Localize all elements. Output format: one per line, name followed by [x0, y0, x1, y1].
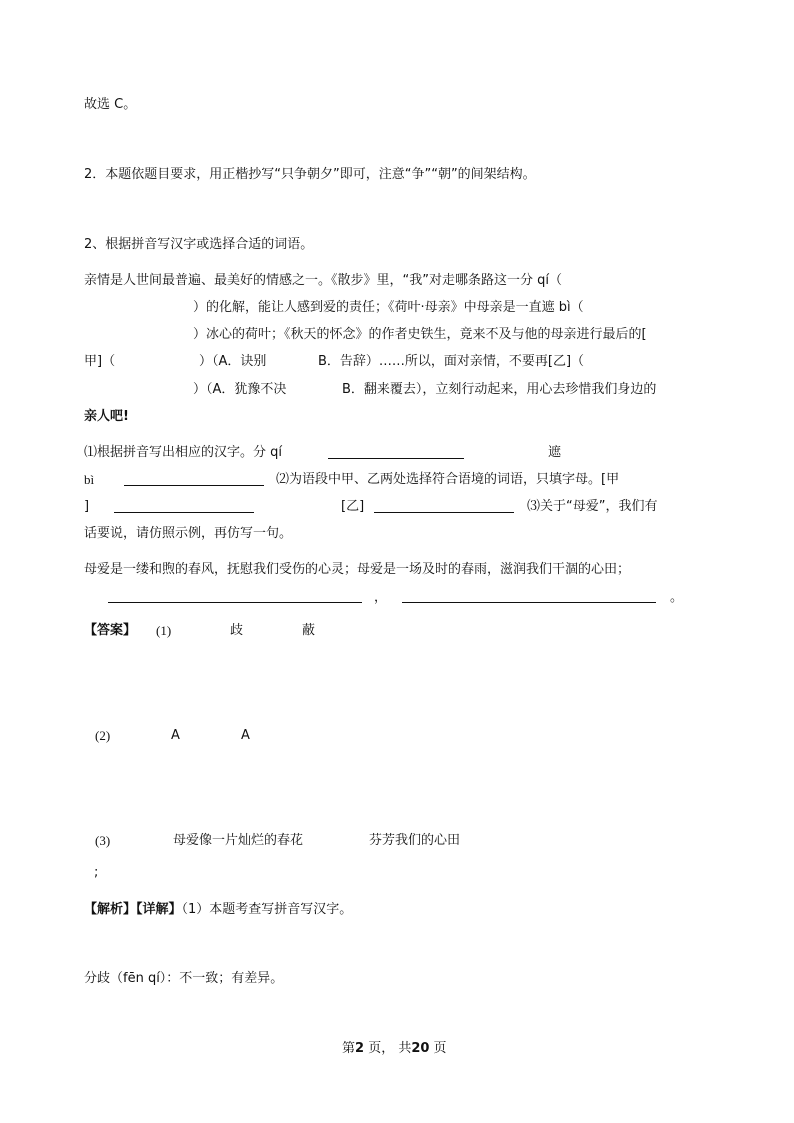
question-heading: 2、根据拼音写汉字或选择合适的词语。 [84, 237, 314, 252]
footer-post: 页 [429, 1041, 447, 1056]
answer-blank-imitate-2 [402, 590, 656, 603]
passage-line-2: ）的化解，能让人感到爱的责任；《荷叶·母亲》中母亲是一直遮 bì（ [193, 300, 584, 315]
subq-2-bracket: ] [84, 499, 90, 514]
analysis-note: 分歧（fēn qí）：不一致；有差异。 [84, 971, 284, 986]
answer-2b: A [241, 728, 250, 743]
subq-2-yi: [乙] [341, 499, 365, 514]
period: 。 [670, 590, 684, 605]
analysis-text: （1）本题考查写拼音写汉字。 [181, 902, 353, 917]
subq-2-text: ⑵为语段中甲、乙两处选择符合语境的词语，只填字母。[甲 [276, 472, 620, 487]
passage-line-4c: B．告辞）……所以，面对亲情，不要再[乙]（ [318, 354, 585, 369]
answer-label: 【答案】 [84, 623, 137, 638]
answer-1b: 蔽 [302, 623, 316, 638]
answer-3b: 芬芳我们的心田 [369, 833, 461, 848]
answer-3-semicolon: ; [94, 865, 99, 880]
example-sentence: 母爱是一缕和煦的春风，抚慰我们受伤的心灵；母爱是一场及时的春雨，滋润我们干涸的心田； [84, 562, 631, 577]
answer-2a: A [171, 728, 180, 743]
passage-line-6: 亲人吧! [84, 409, 129, 424]
answer-3-number: (3) [95, 833, 111, 848]
item-2-instruction: 2．本题依题目要求，用正楷抄写“只争朝夕”即可，注意“争”“朝”的间架结构。 [84, 167, 536, 182]
answer-3a: 母爱像一片灿烂的春花 [173, 833, 304, 848]
conclusion-line: 故选 C。 [84, 97, 137, 112]
footer-total-pages: 20 [411, 1041, 430, 1056]
passage-line-1: 亲情是人世间最普遍、最美好的情感之一。《散步》里，“我”对走哪条路这一分 qí（ [84, 273, 562, 288]
subq-1-text: ⑴根据拼音写出相应的汉字。分 qí [84, 445, 282, 460]
comma: ， [374, 590, 388, 605]
answer-blank-jia [114, 500, 254, 513]
footer-page-number: 2 [355, 1041, 365, 1056]
footer-mid: 页， 共 [364, 1041, 412, 1056]
subq-1-zhe: 遮 [548, 445, 562, 460]
answer-blank-bi [124, 473, 264, 486]
page-footer [342, 1040, 447, 1058]
passage-line-3: ）冰心的荷叶；《秋天的怀念》的作者史铁生，竟来不及与他的母亲进行最后的[ [193, 327, 647, 342]
passage-line-4b: ）（A．诀别 [199, 354, 267, 369]
subq-3-text: ⑶关于“母爱”，我们有 [527, 499, 658, 514]
subq-3-text-cont: 话要说，请仿照示例，再仿写一句。 [84, 526, 293, 541]
passage-line-5b: B．翻来覆去），立刻行动起来，用心去珍惜我们身边的 [342, 382, 657, 397]
answer-blank-yi [374, 500, 514, 513]
analysis-heading [84, 901, 352, 919]
footer-pre: 第 [342, 1041, 356, 1056]
answer-2-number: (2) [95, 728, 111, 743]
passage-line-4a: 甲]（ [84, 354, 116, 369]
passage-line-5a: ）（A．犹豫不决 [193, 382, 287, 397]
answer-blank-qi [328, 446, 464, 459]
answer-1-number: (1) [156, 623, 172, 638]
answer-1a: 歧 [230, 623, 244, 638]
analysis-label: 【解析】【详解】 [84, 902, 182, 917]
answer-blank-imitate-1 [108, 590, 362, 603]
subq-1-bi: bì [84, 472, 95, 487]
